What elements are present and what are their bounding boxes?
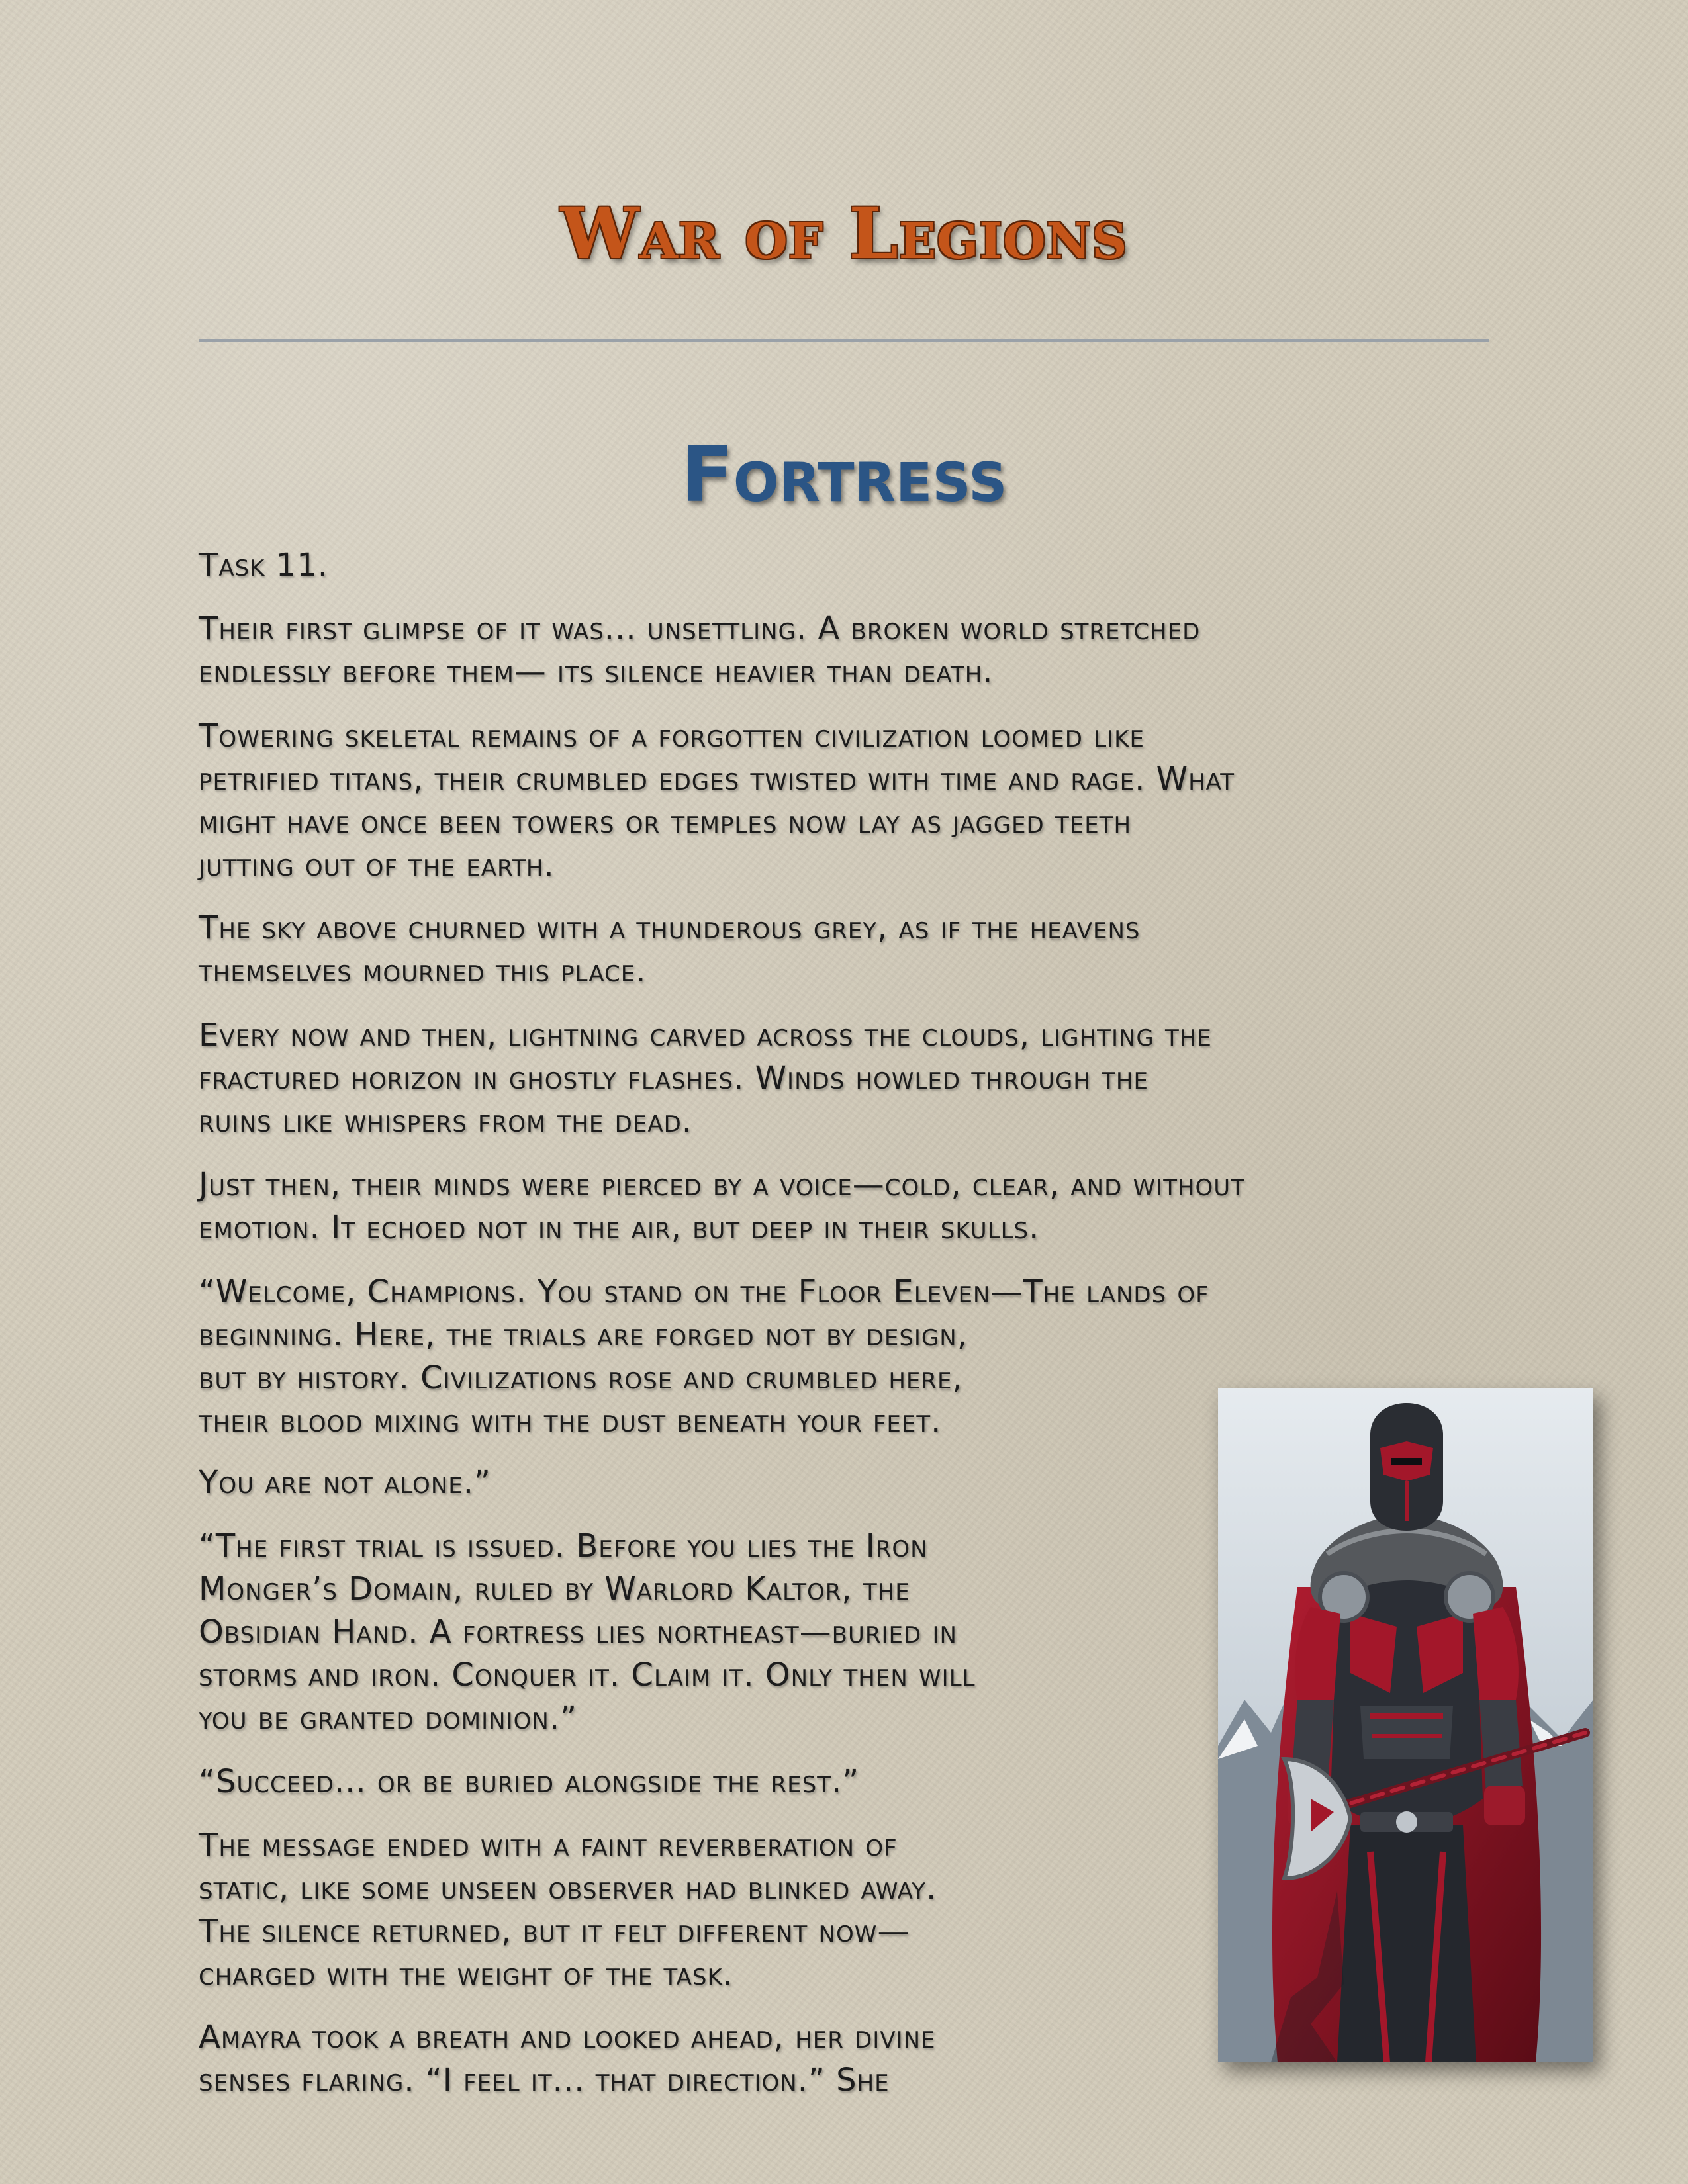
paragraph — [199, 608, 1200, 694]
text-line: might have once been towers or temples now lay as jagged teeth — [199, 803, 1132, 841]
warrior-image — [1218, 1388, 1593, 2062]
text-line: but by history. Civilizations rose and crumbled here, — [199, 1359, 963, 1396]
text-line: “Succeed... or be buried alongside the rest.” — [199, 1763, 860, 1800]
text-line: Every now and then, lightning carved across the clouds, lighting the — [199, 1017, 1212, 1054]
text-line: “Welcome, Champions. You stand on the Floor Eleven—The lands of — [199, 1273, 1209, 1310]
text-line: charged with the weight of the task. — [199, 1956, 734, 1993]
text-line: fractured horizon in ghostly flashes. Winds howled through the — [199, 1060, 1149, 1097]
paragraph — [199, 2016, 936, 2102]
text-line: endlessly before them— its silence heavier than death. — [199, 653, 994, 690]
text-line: Towering skeletal remains of a forgotten civilization loomed like — [199, 717, 1145, 754]
paragraph — [199, 1525, 976, 1740]
text-line: Their first glimpse of it was... unsettling. A broken world stretched — [199, 610, 1201, 647]
text-line: The sky above churned with a thunderous grey, as if the heavens — [199, 909, 1141, 946]
paragraph — [199, 1760, 859, 1803]
text-line: themselves mourned this place. — [199, 952, 647, 989]
text-line: jutting out of the earth. — [199, 846, 555, 884]
text-line: beginning. Here, the trials are forged not by design, — [199, 1316, 968, 1353]
book-title: War of Legions — [560, 192, 1128, 275]
text-line: storms and iron. Conquer it. Claim it. Only then will — [199, 1657, 976, 1694]
text-line: petrified titans, their crumbled edges twisted with time and rage. What — [199, 760, 1235, 797]
paragraph — [199, 907, 1140, 993]
text-line: You are not alone.” — [199, 1464, 491, 1501]
text-line: The silence returned, but it felt different now— — [199, 1913, 910, 1950]
paragraph — [199, 715, 1235, 887]
paragraph — [199, 1014, 1212, 1143]
text-line: Monger’s Domain, ruled by Warlord Kaltor, the — [199, 1570, 910, 1608]
header-divider — [199, 339, 1489, 342]
text-line: Task 11. — [199, 547, 329, 584]
warrior-illustration — [1218, 1388, 1593, 2062]
paragraph — [199, 1271, 1209, 1443]
text-line: static, like some unseen observer had blinked away. — [199, 1870, 937, 1907]
paragraph — [199, 1163, 1245, 1250]
text-line: their blood mixing with the dust beneath your feet. — [199, 1402, 942, 1439]
text-line: Obsidian Hand. A fortress lies northeast—buried in — [199, 1614, 957, 1651]
chapter-title: Fortress — [680, 430, 1008, 520]
text-line: The message ended with a faint reverberation of — [199, 1827, 898, 1864]
text-line: emotion. It echoed not in the air, but deep in their skulls. — [199, 1209, 1040, 1246]
paragraph — [199, 1461, 491, 1504]
text-line: you be granted dominion.” — [199, 1700, 577, 1737]
paragraph — [199, 544, 328, 587]
text-line: Amayra took a breath and looked ahead, her divine — [199, 2019, 936, 2056]
paragraph — [199, 1824, 937, 1996]
text-line: ruins like whispers from the dead. — [199, 1103, 693, 1140]
text-line: “The first trial is issued. Before you lies the Iron — [199, 1527, 928, 1565]
text-line: Just then, their minds were pierced by a voice—cold, clear, and without — [199, 1166, 1245, 1203]
text-line: senses flaring. “I feel it... that direction.” She — [199, 2062, 890, 2099]
